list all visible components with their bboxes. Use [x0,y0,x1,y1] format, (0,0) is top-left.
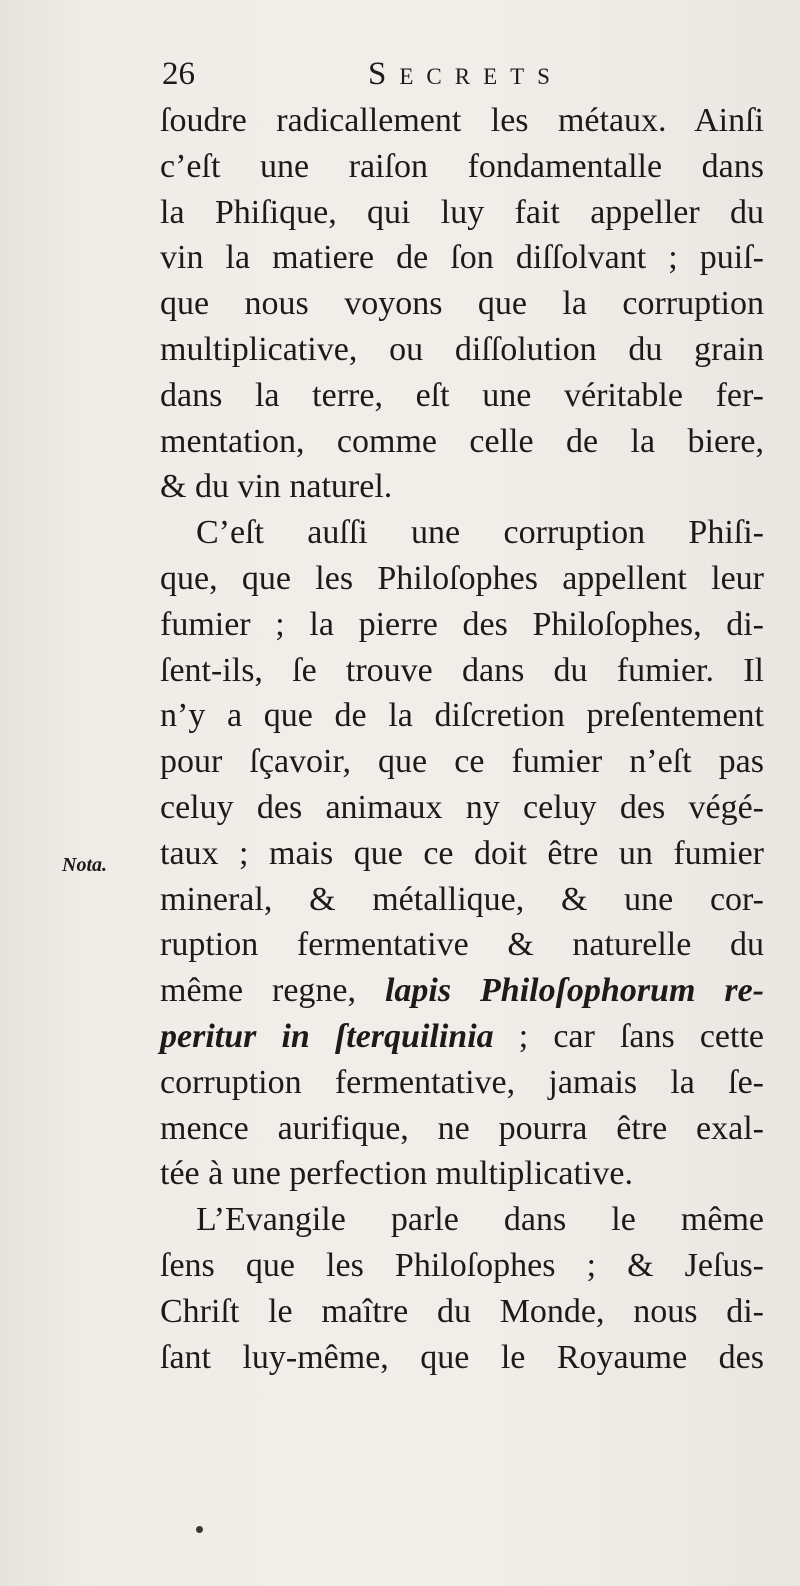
text-line: dans la terre, eſt une véritable fer- [160,376,764,414]
text-line: que, que les Philoſophes appellent leur [160,559,764,597]
text-line: vin la matiere de ſon diſſolvant ; puiſ- [160,239,764,277]
text-line: la Phiſique, qui luy fait appeller du [160,193,764,231]
text-line: pour ſçavoir, que ce fumier n’eſt pas [160,743,764,781]
text-line: tée à une perfection multiplicative. [160,1155,633,1193]
text-line: ſens que les Philoſophes ; & Jeſus- [160,1246,764,1284]
latin-quotation: peritur in ſterquilinia [160,1017,494,1055]
text-line: ſoudre radicallement les métaux. Ainſi [160,102,764,139]
text-line: fumier ; la pierre des Philoſophes, di- [160,605,764,643]
text-line: que nous voyons que la corruption [160,285,764,323]
ink-speck [196,1526,203,1533]
text-line: mentation, comme celle de la biere, [160,422,764,460]
page-number: 26 [162,56,195,92]
running-title: Secrets [368,56,563,92]
text-line: mence aurifique, ne pourra être exal- [160,1109,764,1147]
text-line: n’y a que de la diſcretion preſentement [160,697,764,735]
text-line: C’eſt auſſi une corruption Phiſi- [196,514,764,552]
text-line: ruption fermentative & naturelle du [160,926,764,964]
text-line: taux ; mais que ce doit être un fumier [160,834,764,872]
text-line: Chriſt le maître du Monde, nous di- [160,1292,764,1330]
body-text [160,98,764,1380]
text-line [160,1014,764,1060]
marginal-note: Nota. [62,854,107,876]
text-segment: même regne, [160,972,385,1010]
text-line: L’Evangile parle dans le même [196,1201,764,1239]
text-line: celuy des animaux ny celuy des végé- [160,788,764,826]
text-segment: ; car ſans cette [493,1017,764,1055]
paragraph [160,98,764,510]
text-line [160,968,764,1014]
paragraph [160,1197,764,1380]
text-line: ſant luy-même, que le Royaume des [160,1338,764,1376]
page-header [160,52,760,96]
text-line: multiplicative, ou diſſolution du grain [160,330,764,368]
text-line: c’eſt une raiſon fondamentalle dans [160,147,764,185]
paragraph [160,510,764,1197]
text-line: ſent-ils, ſe trouve dans du fumier. Il [160,651,764,689]
latin-quotation: lapis Philoſophorum re- [384,972,764,1010]
text-line: corruption fermentative, jamais la ſe- [160,1063,764,1101]
text-line: mineral, & métallique, & une cor- [160,880,764,918]
text-line: & du vin naturel. [160,468,393,506]
